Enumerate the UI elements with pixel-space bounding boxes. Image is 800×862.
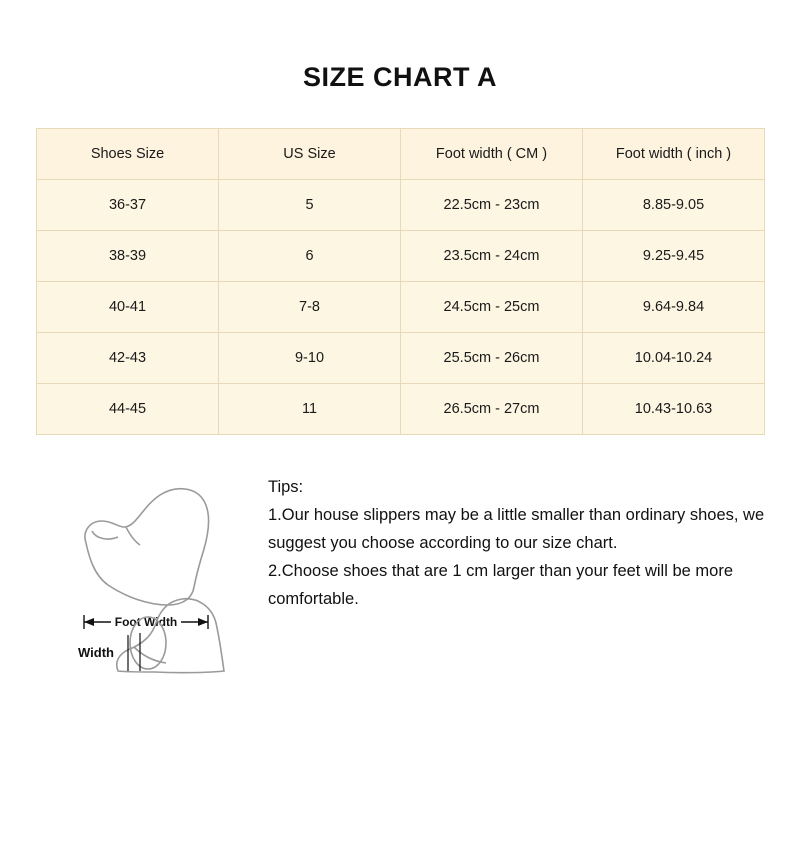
cell-us-size: 5: [219, 180, 401, 231]
cell-foot-width-cm: 24.5cm - 25cm: [401, 282, 583, 333]
column-header-us-size: US Size: [219, 129, 401, 180]
cell-shoes-size: 38-39: [37, 231, 219, 282]
cell-foot-width-cm: 26.5cm - 27cm: [401, 384, 583, 435]
table-row: [37, 180, 765, 231]
cell-foot-width-cm: 25.5cm - 26cm: [401, 333, 583, 384]
cell-shoes-size: 44-45: [37, 384, 219, 435]
size-chart-table: [36, 128, 765, 435]
cell-foot-width-inch: 9.64-9.84: [583, 282, 765, 333]
cell-us-size: 7-8: [219, 282, 401, 333]
cell-foot-width-inch: 8.85-9.05: [583, 180, 765, 231]
size-chart-page: [0, 62, 800, 862]
cell-us-size: 9-10: [219, 333, 401, 384]
table-header: [37, 129, 765, 180]
cell-us-size: 6: [219, 231, 401, 282]
cell-foot-width-inch: 10.04-10.24: [583, 333, 765, 384]
table-header-row: [37, 129, 765, 180]
table-row: [37, 231, 765, 282]
cell-us-size: 11: [219, 384, 401, 435]
foot-diagram-svg: [56, 465, 256, 695]
tips-line-2: 2.Choose shoes that are 1 cm larger than your feet will be more comfortable.: [268, 562, 733, 608]
cell-foot-width-inch: 9.25-9.45: [583, 231, 765, 282]
size-table-container: [36, 128, 764, 435]
tips-line-1: 1.Our house slippers may be a little smaller than ordinary shoes, we suggest you choose according to our size chart.: [268, 506, 765, 552]
table-body: [37, 180, 765, 435]
foot-side-view-icon: [114, 599, 224, 673]
cell-foot-width-inch: 10.43-10.63: [583, 384, 765, 435]
tips-block: [268, 473, 768, 613]
table-row: [37, 384, 765, 435]
cell-shoes-size: 36-37: [37, 180, 219, 231]
foot-measurement-diagram: [56, 465, 256, 695]
cell-foot-width-cm: 23.5cm - 24cm: [401, 231, 583, 282]
foot-top-view-icon: [85, 489, 209, 605]
column-header-shoes-size: Shoes Size: [37, 129, 219, 180]
table-row: [37, 333, 765, 384]
table-row: [37, 282, 765, 333]
cell-foot-width-cm: 22.5cm - 23cm: [401, 180, 583, 231]
tips-heading: Tips:: [268, 478, 304, 496]
foot-width-label: Foot Width: [114, 615, 178, 629]
cell-shoes-size: 40-41: [37, 282, 219, 333]
cell-shoes-size: 42-43: [37, 333, 219, 384]
width-label: Width: [78, 645, 114, 660]
column-header-foot-width-inch: Foot width ( inch ): [583, 129, 765, 180]
bottom-section: [0, 465, 800, 715]
column-header-foot-width-cm: Foot width ( CM ): [401, 129, 583, 180]
page-title: SIZE CHART A: [303, 62, 497, 92]
